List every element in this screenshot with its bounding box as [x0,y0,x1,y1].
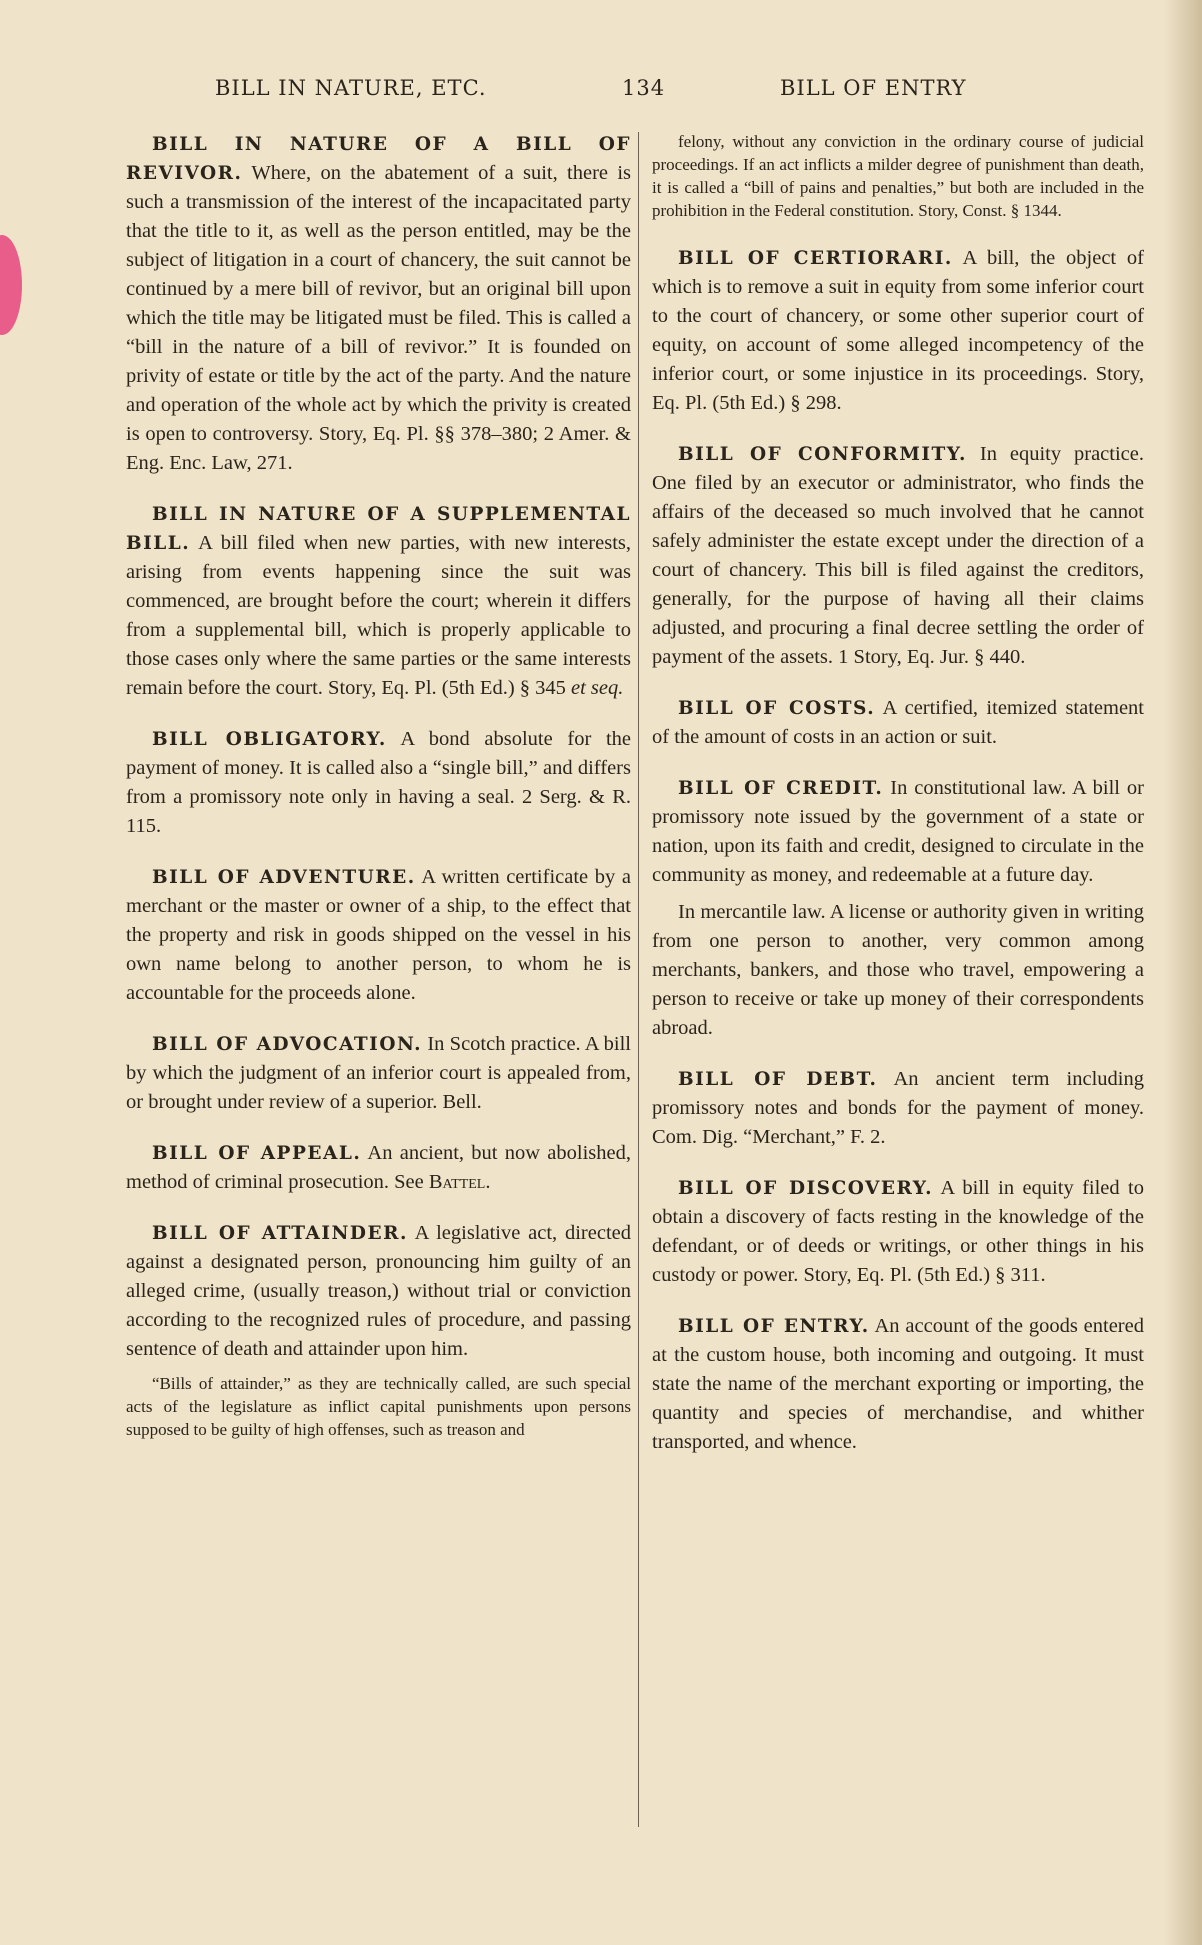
header-left-guide-word: BILL IN NATURE, ETC. [215,76,487,100]
entry-bill-of-discovery [652,1174,1144,1290]
entry-bill-of-credit-mercantile: In mercantile law. A license or authority given in writing from one person to another, very common among merchants, bankers, and those who travel, empowering a person to receive or take up money of their correspondents abroad. [652,901,1144,1039]
entry-definition-italic: et seq. [571,677,624,699]
entry-definition: A written certificate by a merchant or the master or owner of a ship, to the effect that the property and risk in goods shipped on the vessel in his own name belong to another person, to whom he is accountable for the proceeds alone. [126,866,631,1004]
entry-bill-of-appeal [126,1139,631,1197]
entry-definition: An ancient term including promissory notes and bonds for the payment of money. Com. Dig. “Merchant,” F. 2. [652,1068,1144,1148]
attainder-note: “Bills of attainder,” as they are technically called, are such special acts of the legislature as inflict capital punishments upon persons supposed to be guilty of high offenses, such as treason and [126,1374,631,1439]
entry-headword: BILL IN NATURE OF A BILL OF REVIVOR. [126,134,631,184]
entry-bill-of-adventure [126,863,631,1008]
entry-headword: BILL OF DEBT. [678,1069,878,1090]
entry-definition: In Scotch practice. A bill by which the judgment of an inferior court is appealed from, or brought under review of a superior. Bell. [126,1033,631,1113]
entry-definition: A bond absolute for the payment of money. It is called also a “single bill,” and differs from a promissory note only in having a seal. 2 Serg. & R. 115. [126,728,631,837]
page-edge-shadow [1164,0,1202,1945]
entry-headword: BILL OF CERTIORARI. [678,248,953,269]
entry-definition: A legislative act, directed against a designated person, pronouncing him guilty of an alleged crime, (usually treason,) without trial or conviction according to the recognized rules of procedure, and passing sentence of death and attainder upon him. [126,1222,631,1360]
entry-definition: A bill in equity filed to obtain a discovery of facts resting in the knowledge of the defendant, or of deeds or writings, or other things in his custody or power. Story, Eq. Pl. (5th Ed.) § 311. [652,1177,1144,1286]
entry-definition: An account of the goods entered at the custom house, both incoming and outgoing. It must state the name of the merchant exporting or importing, the quantity and species of merchandise, and whither transported, and whence. [652,1315,1144,1453]
cross-reference: Battel. [428,1171,491,1193]
entry-bill-of-credit [652,774,1144,890]
entry-headword: BILL OF DISCOVERY. [678,1178,934,1199]
entry-headword: BILL IN NATURE OF A SUPPLEMENTAL BILL. [126,504,631,554]
entry-definition: In constitutional law. A bill or promissory note issued by the government of a state or nation, upon its faith and credit, designed to circulate in the community as money, and redeemable at a future day. [652,777,1145,886]
entry-definition: Where, on the abatement of a suit, there is such a transmission of the interest of the incapacitated party that the title to it, as well as the person entitled, may be the subject of litigation in a court of chancery, the suit cannot be continued by a mere bill of revivor, but an original bill upon which the title may be litigated must be filed. This is called a “bill in the nature of a bill of revivor.” It is founded on privity of estate or title by the act of the party. And the nature and operation of the whole act by which the privity is created is open to controversy. Story, Eq. Pl. §§ 378–380; 2 Amer. & Eng. Enc. Law, 271. [126,162,631,474]
entry-definition: A bill, the object of which is to remove a suit in equity from some inferior court to the court of chancery, or some other superior court of equity, on account of some alleged incompetency of the inferior court, or some injustice in its proceedings. Story, Eq. Pl. (5th Ed.) § 298. [652,247,1144,414]
right-column [652,130,1144,1479]
header-right-guide-word: BILL OF ENTRY [780,76,967,100]
entry-bill-in-nature-of-revivor [126,130,631,478]
entry-headword: BILL OF CONFORMITY. [678,444,968,465]
entry-headword: BILL OF ADVENTURE. [152,867,416,888]
entry-headword: BILL OF ADVOCATION. [152,1034,423,1055]
entry-headword: BILL OF APPEAL. [152,1143,362,1164]
entry-headword: BILL OF CREDIT. [678,778,884,799]
entry-headword: BILL OF COSTS. [678,698,876,719]
entry-definition: A bill filed when new parties, with new interests, arising from events happening since the suit was commenced, are brought before the court; wherein it differs from a supplemental bill, which is properly applicable to those cases only where the same parties or the same interests remain before the court. Story, Eq. Pl. (5th Ed.) § 345 [126,532,631,699]
entry-bill-of-conformity [652,440,1144,672]
entry-bill-of-advocation [126,1030,631,1117]
entry-bill-of-costs [652,694,1144,752]
entry-definition: In equity practice. One filed by an executor or administrator, who finds the affairs of the deceased so much involved that he cannot safely administer the estate except under the direction of a court of chancery. This bill is filed against the creditors, generally, for the purpose of having all their claims adjusted, and procuring a final decree settling the order of payment of the assets. 1 Story, Eq. Jur. § 440. [652,443,1144,668]
entry-definition: A certified, itemized statement of the amount of costs in an action or suit. [652,697,1145,748]
entry-bill-in-nature-of-supplemental [126,500,631,703]
column-divider [638,132,639,1827]
entry-headword: BILL OF ENTRY. [678,1316,870,1337]
running-header [0,76,1202,116]
entry-headword: BILL OF ATTAINDER. [152,1223,408,1244]
entry-definition: An ancient, but now abolished, method of criminal prosecution. See [126,1142,631,1193]
entry-bill-of-certiorari [652,244,1144,418]
entry-bill-of-attainder [126,1219,631,1364]
entry-headword: BILL OBLIGATORY. [152,729,387,750]
left-column [126,130,631,1463]
entry-bill-obligatory [126,725,631,841]
entry-bill-of-debt [652,1065,1144,1152]
entry-bill-of-entry [652,1312,1144,1457]
attainder-note-continued: felony, without any conviction in the ordinary course of judicial proceedings. If an act inflicts a milder degree of punishment than death, it is called a “bill of pains and penalties,” but both are included in the prohibition in the Federal constitution. Story, Const. § 1344. [652,132,1144,220]
page-number: 134 [622,76,666,100]
binding-tab-mark [0,235,22,335]
